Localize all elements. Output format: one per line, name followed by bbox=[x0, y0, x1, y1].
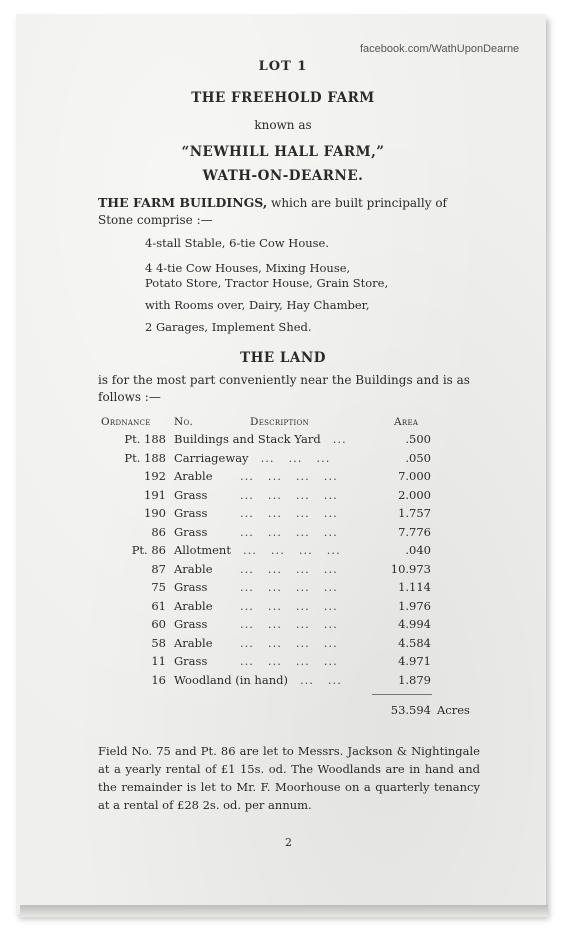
leader-dots: ... ... ... ... bbox=[240, 580, 338, 594]
leader-dots: ... ... bbox=[299, 672, 342, 687]
buildings-intro-rest: which are built principally of Stone comprise :— bbox=[98, 196, 447, 227]
leader-dots: ... ... ... ... bbox=[242, 543, 341, 557]
field-description: Buildings and Stack Yard bbox=[174, 432, 321, 446]
ordnance-number: 75 bbox=[151, 580, 166, 594]
leader-dots: ... ... ... ... bbox=[240, 506, 338, 520]
land-title: THE LAND bbox=[240, 350, 326, 366]
field-area: .500 bbox=[405, 432, 431, 446]
leader-dots: ... ... ... ... bbox=[240, 469, 338, 483]
leader-dots: ... ... ... ... bbox=[240, 635, 338, 650]
table-row bbox=[0, 469, 566, 487]
buildings-intro bbox=[98, 194, 478, 229]
ordnance-number: 60 bbox=[151, 617, 166, 631]
leader-dots: ... ... ... ... bbox=[240, 598, 338, 613]
leader-dots: ... ... ... ... bbox=[240, 524, 338, 539]
ordnance-number: 16 bbox=[151, 672, 166, 687]
leader-dots: ... ... ... bbox=[260, 450, 331, 465]
field-description: Grass bbox=[174, 524, 208, 539]
field-description: Grass bbox=[174, 617, 208, 631]
table-row bbox=[0, 599, 566, 617]
building-line: 2 Garages, Implement Shed. bbox=[145, 320, 312, 334]
field-description: Carriageway bbox=[174, 450, 249, 465]
total-unit: Acres bbox=[437, 703, 470, 717]
field-area: 7.776 bbox=[398, 524, 431, 539]
header-ordnance: Ordnance bbox=[101, 416, 151, 428]
table-row bbox=[0, 525, 566, 543]
buildings-intro-bold: THE FARM BUILDINGS, bbox=[98, 195, 268, 210]
tenancy-paragraph: Field No. 75 and Pt. 86 are let to Messrs. Jackson & Nightingale at a yearly rental of £1 15s. od. The Woodlands are in hand and the remainder is let to Mr. F. Moorhouse on a quarterly tenancy at a rental of £28 2s. od. per annum. bbox=[98, 744, 480, 812]
field-area: 2.000 bbox=[398, 487, 431, 502]
table-row bbox=[0, 488, 566, 506]
building-line: 4 4-tie Cow Houses, Mixing House, bbox=[145, 261, 351, 275]
farm-name: “NEWHILL HALL FARM,” bbox=[181, 144, 385, 160]
field-area: .050 bbox=[405, 450, 431, 465]
ordnance-number: 190 bbox=[144, 506, 166, 520]
field-description: Woodland (in hand) bbox=[174, 672, 288, 687]
field-description: Grass bbox=[174, 506, 208, 520]
field-description: Grass bbox=[174, 487, 208, 502]
ordnance-number: 58 bbox=[151, 635, 166, 650]
header-description: Description bbox=[250, 416, 310, 428]
table-row bbox=[0, 654, 566, 672]
table-row bbox=[0, 451, 566, 469]
field-description: Grass bbox=[174, 580, 208, 594]
lot-heading: LOT 1 bbox=[258, 59, 308, 74]
total-rule bbox=[372, 694, 432, 695]
ordnance-number: 192 bbox=[144, 469, 166, 483]
leader-dots: ... ... ... ... bbox=[240, 617, 338, 631]
table-row bbox=[0, 673, 566, 691]
field-description: Arable bbox=[174, 469, 213, 483]
table-row bbox=[0, 506, 566, 524]
ordnance-number: 87 bbox=[151, 561, 166, 576]
field-description: Arable bbox=[174, 635, 213, 650]
table-row bbox=[0, 636, 566, 654]
leader-dots: ... bbox=[332, 432, 347, 446]
field-area: 4.994 bbox=[398, 617, 431, 631]
building-line: 4-stall Stable, 6-tie Cow House. bbox=[145, 236, 330, 250]
building-line: with Rooms over, Dairy, Hay Chamber, bbox=[145, 298, 370, 312]
field-description: Grass bbox=[174, 654, 208, 668]
ordnance-number: 61 bbox=[151, 598, 166, 613]
page-shadow bbox=[20, 905, 548, 917]
table-row bbox=[0, 432, 566, 450]
land-intro: is for the most part conveniently near the Buildings and is as follows :— bbox=[98, 373, 470, 404]
field-area: 1.114 bbox=[398, 580, 431, 594]
field-area: 1.976 bbox=[398, 598, 431, 613]
ordnance-number: Pt. 188 bbox=[124, 450, 166, 465]
table-row bbox=[0, 617, 566, 635]
total-area: 53.594 bbox=[390, 703, 431, 717]
place-name: WATH-ON-DEARNE. bbox=[202, 168, 364, 184]
field-description: Arable bbox=[174, 598, 213, 613]
ordnance-number: Pt. 188 bbox=[124, 432, 166, 446]
ordnance-number: 191 bbox=[144, 487, 166, 502]
table-row bbox=[0, 562, 566, 580]
field-area: 1.757 bbox=[398, 506, 431, 520]
field-area: 1.879 bbox=[398, 672, 431, 687]
ordnance-number: Pt. 86 bbox=[131, 543, 166, 557]
field-description: Allotment bbox=[174, 543, 231, 557]
header-area: Area bbox=[394, 416, 419, 428]
table-row bbox=[0, 543, 566, 561]
building-line: Potato Store, Tractor House, Grain Store, bbox=[145, 276, 389, 290]
table-row bbox=[0, 580, 566, 598]
leader-dots: ... ... ... ... bbox=[240, 654, 338, 668]
ordnance-number: 11 bbox=[151, 654, 166, 668]
field-description: Arable bbox=[174, 561, 213, 576]
ordnance-number: 86 bbox=[151, 524, 166, 539]
field-area: 4.584 bbox=[398, 635, 431, 650]
field-area: 4.971 bbox=[398, 654, 431, 668]
leader-dots: ... ... ... ... bbox=[240, 487, 338, 502]
title-freehold-farm: THE FREEHOLD FARM bbox=[191, 90, 375, 106]
field-area: 7.000 bbox=[398, 469, 431, 483]
watermark: facebook.com/WathUponDearne bbox=[360, 43, 520, 55]
leader-dots: ... ... ... ... bbox=[240, 561, 338, 576]
field-area: 10.973 bbox=[390, 561, 431, 576]
field-area: .040 bbox=[405, 543, 431, 557]
known-as: known as bbox=[254, 118, 312, 132]
page-number: 2 bbox=[285, 836, 292, 849]
header-no: No. bbox=[174, 416, 194, 428]
